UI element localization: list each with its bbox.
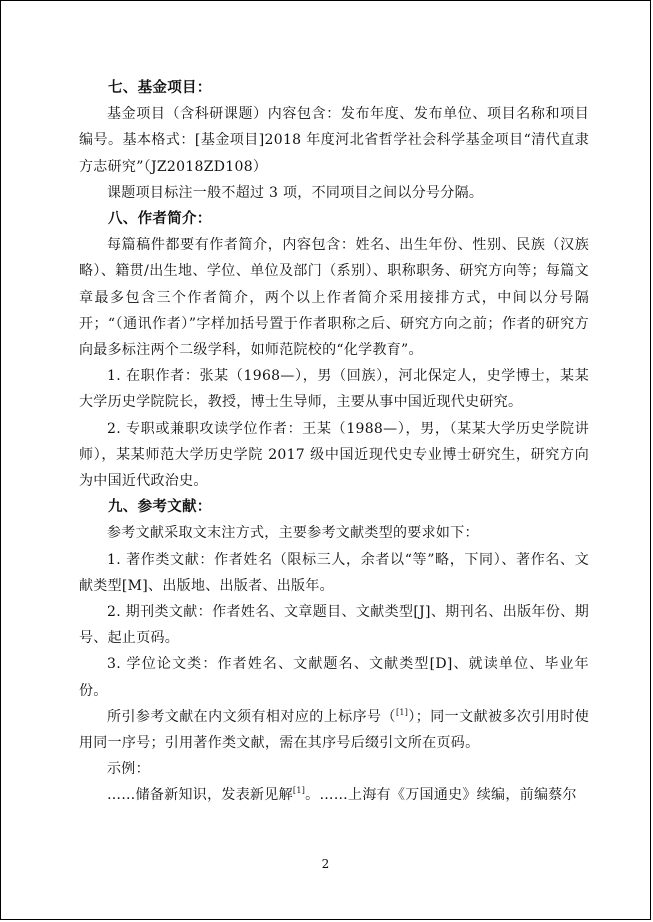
- section-heading-funding: 七、基金项目：: [108, 80, 212, 96]
- section-heading-author: 八、作者简介：: [108, 211, 212, 228]
- example-text-after: 。……上海有《万国通史》续编，前编蔡尔: [305, 787, 577, 804]
- paragraph-example-text: [79, 782, 589, 808]
- paragraph-author-example-2: 2. 专职或兼职攻读学位作者：王某（1988—），男，（某某大学历史学院讲师），某某师范大学历史学院 2017 级中国近现代史专业博士研究生，研究方向为中国近代政治史。: [79, 420, 589, 490]
- citation-superscript-sample: [1]: [395, 707, 409, 717]
- paragraph-funding-limit: 课题项目标注一般不超过 3 项，不同项目之间以分号分隔。: [107, 184, 484, 201]
- paragraph-citation-note: [79, 704, 589, 756]
- paragraph-example-label: 示例：: [107, 761, 150, 778]
- paragraph-author-example-1: 1. 在职作者：张某（1968—），男（回族），河北保定人，史学博士，某某大学历史学院院长，教授，博士生导师，主要从事中国近现代史研究。: [79, 368, 589, 411]
- paragraph-references-theses: 3. 学位论文类：作者姓名、文献题名、文献类型[D]、就读单位、毕业年份。: [79, 656, 589, 699]
- example-text-before: ……储备新知识，发表新见解: [107, 787, 293, 804]
- example-superscript: [1]: [292, 786, 306, 796]
- paragraph-funding-content: 基金项目（含科研课题）内容包含：发布年度、发布单位、项目名称和项目编号。基本格式：[基金项目]2018 年度河北省哲学社会科学基金项目“清代直隶方志研究”（JZ2018ZD108）: [79, 106, 589, 175]
- paragraph-author-requirements: 每篇稿件都要有作者简介，内容包含：姓名、出生年份、性别、民族（汉族略）、籍贯/出生地、学位、单位及部门（系别）、职称职务、研究方向等；每篇文章最多包含三个作者简介，两个以上作者简介采用接排方式，中间以分号隔开；“（通讯作者）”字样加括号置于作者职称之后、研究方向之前；作者的研究方向最多标注两个二级学科，如师范院校的“化学教育”。: [79, 237, 589, 359]
- citation-note-text-before: 所引参考文献在内文须有相对应的上标序号（: [107, 708, 396, 725]
- paragraph-references-journals: 2. 期刊类文献：作者姓名、文章题目、文献类型[J]、期刊名、出版年份、期号、起止页码。: [79, 604, 589, 647]
- section-heading-references: 九、参考文献：: [108, 499, 212, 516]
- paragraph-references-intro: 参考文献采取文末注方式，主要参考文献类型的要求如下：: [107, 525, 479, 542]
- paragraph-references-books: 1. 著作类文献：作者姓名（限标三人，余者以“等”略，下同）、著作名、文献类型[M]、出版地、出版者、出版年。: [79, 551, 589, 594]
- document-body: [79, 75, 589, 809]
- page-number: 2: [321, 857, 330, 871]
- citation-note-text-after: ）；同一文献被多次引用时使用同一序号；引用著作类文献，需在其序号后缀引文所在页码。: [79, 708, 590, 752]
